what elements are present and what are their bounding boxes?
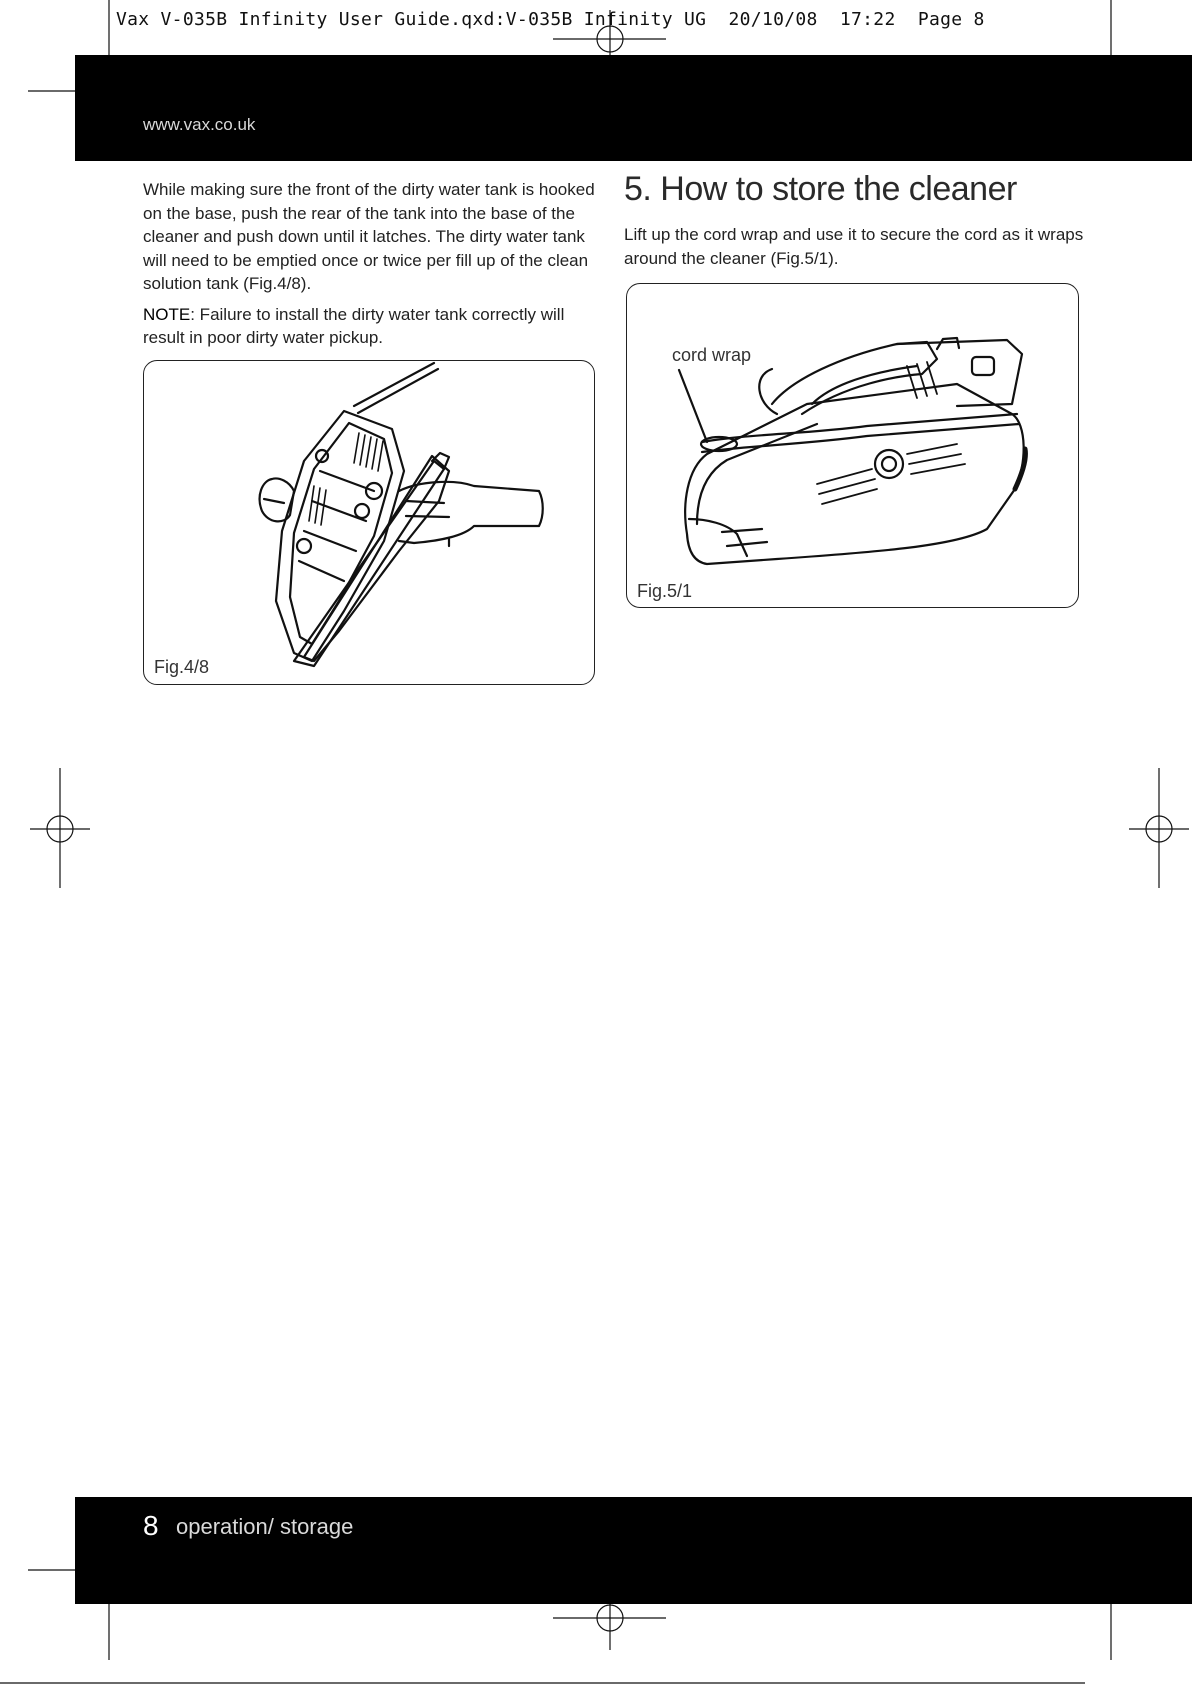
note-text: : Failure to install the dirty water tank correctly will result in poor dirty water pickup. <box>143 304 565 347</box>
cord-wrap-callout: cord wrap <box>672 345 752 365</box>
note-label: NOTE <box>143 304 191 324</box>
cleaner-storage-illustration <box>627 284 1078 607</box>
footer-section-name: operation/ storage <box>176 1514 354 1539</box>
figure-caption: Fig.5/1 <box>637 581 693 601</box>
section-title: 5. How to store the cleaner <box>624 170 1017 208</box>
note-paragraph <box>143 303 598 350</box>
figure-dirty-water-tank <box>143 360 595 685</box>
website-url: www.vax.co.uk <box>143 115 256 134</box>
figure-store-cleaner <box>626 283 1079 608</box>
print-slug-line: Vax V-035B Infinity User Guide.qxd:V-035B Infinity UG 20/10/08 17:22 Page 8 <box>116 9 985 30</box>
tank-install-illustration <box>144 361 594 684</box>
storage-instructions-paragraph: Lift up the cord wrap and use it to secure the cord as it wraps around the cleaner (Fig.5/1). <box>624 225 1084 268</box>
header-band <box>75 55 1192 161</box>
left-column <box>143 178 598 350</box>
page-number: 8 <box>143 1510 159 1541</box>
right-column <box>624 170 1086 270</box>
figure-caption: Fig.4/8 <box>154 657 210 677</box>
tank-instructions-paragraph: While making sure the front of the dirty water tank is hooked on the base, push the rear of the tank into the base of the cleaner and push down until it latches. The dirty water tank will need to be emptied once or twice per fill up of the clean solution tank (Fig.4/8). <box>143 180 595 293</box>
